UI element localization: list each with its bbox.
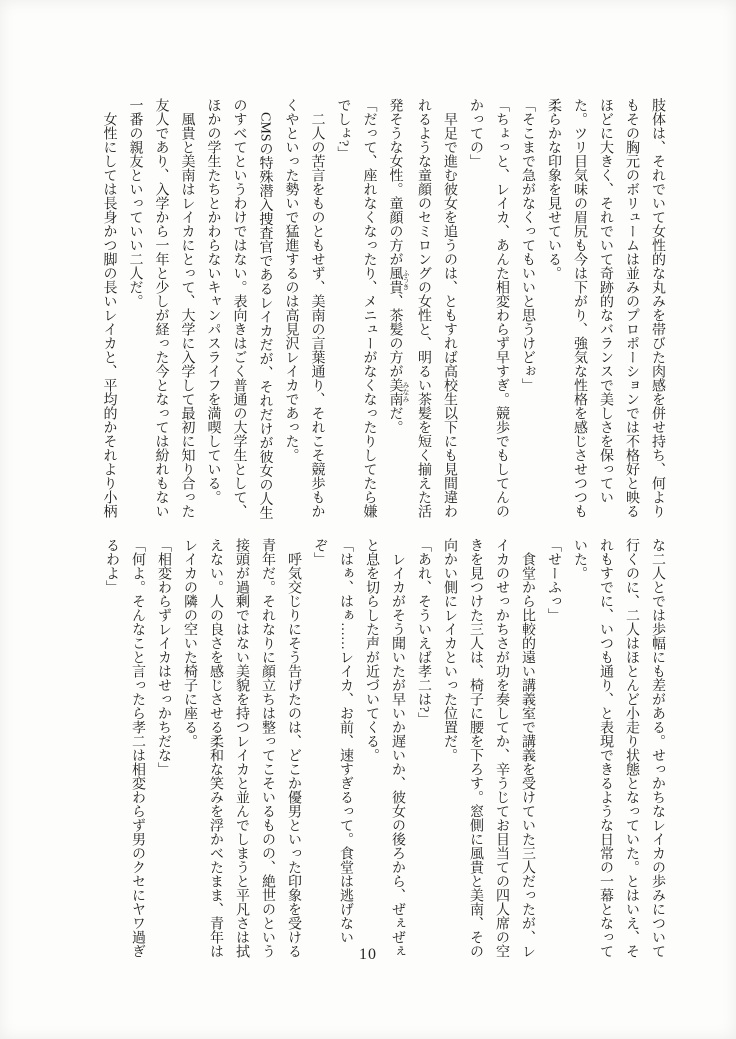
text-line: 風貴と美南はレイカにとって、大学に入学して最初に知り合った [179, 112, 195, 518]
text-line: 「そこまで急がなくってもいいと思うけどぉ」 [520, 98, 535, 392]
text-line: れもすでに、いつも通り、と表現できるような日常の一幕となって [598, 538, 613, 958]
text-line: 「ちょっと、レイカ、あんた相変わらず早すぎ。競歩でもしてんの [494, 98, 509, 518]
text-line: るわよ」 [104, 538, 119, 594]
text-line: いた。 [572, 538, 587, 580]
text-line: 発そうな女性。童顔の方が風貴 ふうき、茶髪の方が美南 みなみだ。 [387, 98, 410, 434]
text-line: もその胸元のボリュームは並みのプロポーションでは不格好と映る [624, 98, 639, 518]
text-line: な二人とでは歩幅にも差がある。せっかちなレイカの歩みについて [650, 538, 665, 958]
text-line: ぞ」 [312, 538, 327, 566]
text-line: れるような童顔のセミロングの女性と、明るい茶髪を短く揃えた活 [416, 98, 431, 518]
text-line: でしょ?」 [335, 98, 351, 161]
furigana-annotated-name: 風貴 ふうき [387, 266, 410, 294]
text-line: きを見つけた三人は、椅子に腰を下ろす。窓側に風貴と美南、その [468, 538, 483, 958]
text-line: ほどに大きく、それでいて奇跡的なバランスで美しさを保ってい [598, 98, 613, 504]
text-line: 友人であり、入学から一年と少しが経った今となっては紛れもない [153, 98, 169, 518]
text-line: 「はぁ、はぁ……レイカ、お前、速すぎるって。食堂は逃げない [338, 538, 353, 944]
text-line: のすべてというわけではない。表向きはごく普通の大学生として、 [231, 98, 247, 518]
text-line: くやといった勢いで猛進するのは高見沢レイカであった。 [283, 98, 299, 462]
text-line: 肢体は、それでいて女性的な丸みを帯びた肉感を併せ持ち、何より [650, 98, 665, 518]
furigana-annotated-name: 美南 みなみ [387, 378, 410, 406]
text-line: 早足で進む彼女を追うのは、ともすれば高校生以下にも見間違わ [442, 112, 457, 518]
text-line: 行くのに、二人はほとんど小走り状態となっていた。とはいえ、そ [624, 538, 639, 958]
text-line: 接頭が過剰ではない美貌を持つレイカと並んでしまうと平凡さは拭 [234, 538, 249, 958]
text-line: えない。人の良さを感じさせる柔和な笑みを浮かべたまま、青年は [208, 538, 223, 958]
text-line: ほかの学生たちとかわらないキャンパスライフを満喫している。 [205, 98, 221, 504]
text-line: 「相変わらずレイカはせっかちだな」 [156, 538, 171, 776]
text-line: レイカの隣の空いた椅子に座る。 [182, 538, 197, 748]
text-line: た。ツリ目気味の眉尻も今は下がり、強気な性格を感じさせつつも [572, 98, 587, 518]
text-line: 向かい側にレイカといった位置だ。 [442, 538, 457, 762]
text-line: 「だって、座れなくなったり、メニューがなくなったりしてたら嫌 [361, 98, 377, 518]
text-line: 「あれ、そういえば孝二は?」 [416, 538, 431, 727]
text-block-lower [94, 538, 670, 959]
text-line: 呼気交じりにそう告げたのは、どこか優男といった印象を受ける [286, 552, 301, 958]
text-line: 「せーふっ」 [546, 538, 561, 622]
text-line: イカのせっかちさが功を奏してか、辛うじてお目当ての四人席の空 [494, 538, 509, 958]
text-line: 青年だ。それなりに顔立ちは整ってこそいるものの、絶世のという [260, 538, 275, 958]
text-line: 食堂から比較的遠い講義室で講義を受けていた三人だったが、レ [520, 552, 535, 958]
text-line: 二人の苦言をものともせず、美南の言葉通り、それこそ競歩もか [309, 112, 325, 518]
text-line: 柔らかな印象を見せている。 [546, 98, 561, 280]
text-line: 「何よ。そんなこと言ったら孝二は相変わらず男のクセにヤワ過ぎ [130, 538, 145, 958]
text-line: CMSの特殊潜入捜査官であるレイカだが、それだけが彼女の人生 [257, 112, 273, 520]
text-line: かっての」 [468, 98, 483, 168]
text-line: 一番の親友といっていい二人だ。 [127, 98, 143, 308]
page-number: 10 [359, 946, 377, 963]
text-line: 女性にしては長身かつ脚の長いレイカと、平均的かそれより小柄 [101, 112, 117, 518]
text-line: と息を切らした声が近づいてくる。 [364, 538, 379, 762]
text-line: レイカがそう聞いたが早いか遅いか、彼女の後ろから、ぜぇぜぇ [390, 552, 405, 958]
text-block-upper [94, 98, 670, 519]
